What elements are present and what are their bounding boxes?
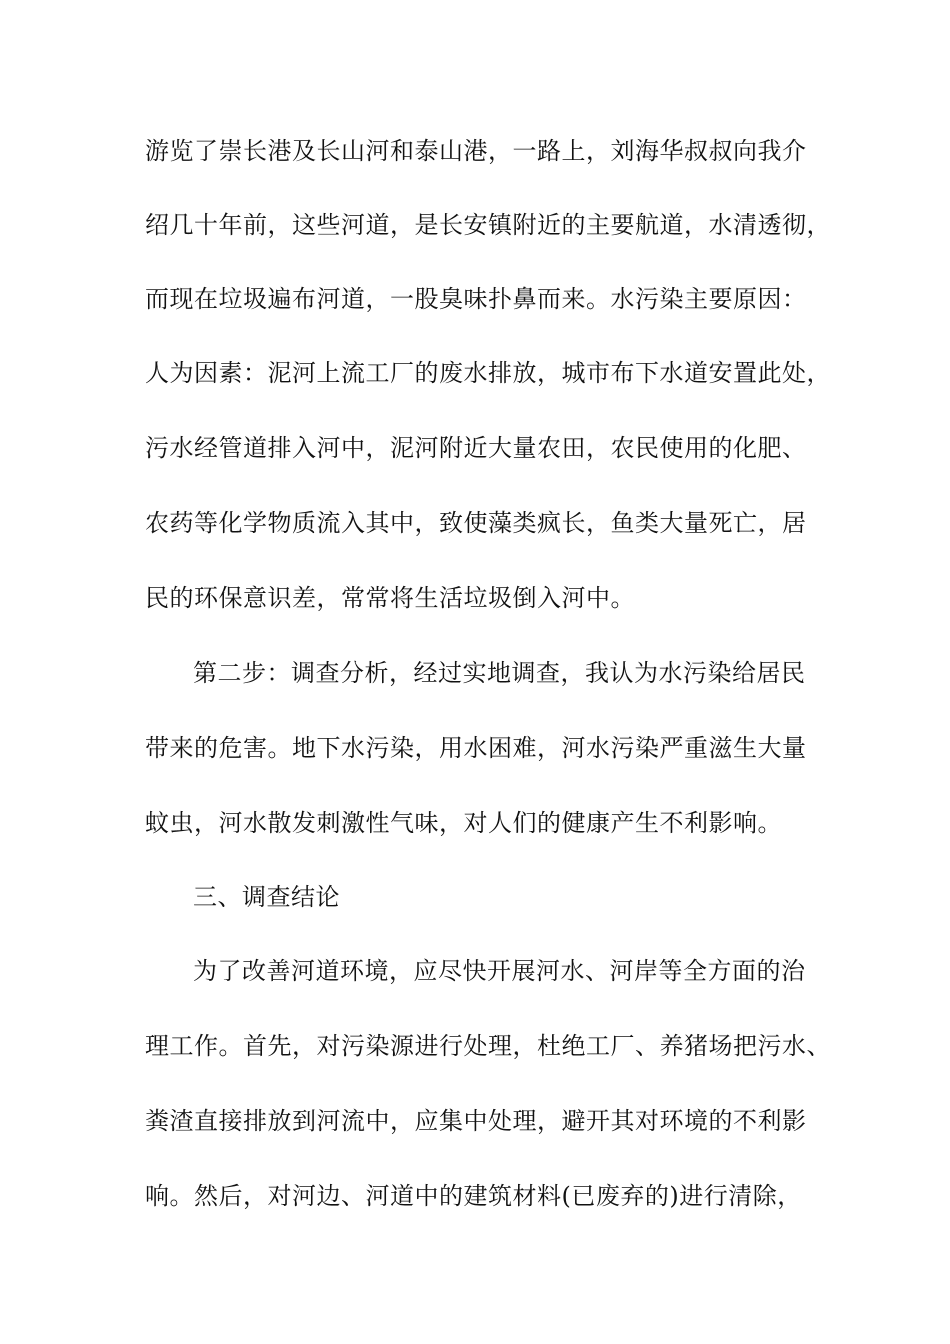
text-line: 粪渣直接排放到河流中，应集中处理，避开其对环境的不利影 (145, 1107, 807, 1135)
text-line: 蚊虫，河水散发刺激性气味，对人们的健康产生不利影响。 (145, 809, 782, 837)
text-line: 民的环保意识差，常常将生活垃圾倒入河中。 (145, 584, 635, 612)
text-line: 而现在垃圾遍布河道，一股臭味扑鼻而来。水污染主要原因： (145, 285, 807, 313)
text-line: 绍几十年前，这些河道，是长安镇附近的主要航道，水清透彻， (145, 211, 831, 239)
paragraph-start-line: 第二步：调查分析，经过实地调查，我认为水污染给居民 (193, 659, 806, 687)
section-heading: 三、调查结论 (193, 883, 340, 911)
text-line: 理工作。首先，对污染源进行处理，杜绝工厂、养猪场把污水、 (145, 1032, 831, 1060)
text-line: 带来的危害。地下水污染，用水困难，河水污染严重滋生大量 (145, 734, 807, 762)
text-line: 人为因素：泥河上流工厂的废水排放，城市布下水道安置此处， (145, 359, 831, 387)
paragraph-start-line: 为了改善河道环境，应尽快开展河水、河岸等全方面的治 (193, 957, 806, 985)
text-line: 响。然后，对河边、河道中的建筑材料(已废弃的)进行清除， (145, 1182, 802, 1210)
text-line: 游览了崇长港及长山河和泰山港，一路上，刘海华叔叔向我介 (145, 137, 807, 165)
text-line: 农药等化学物质流入其中，致使藻类疯长，鱼类大量死亡，居 (145, 509, 807, 537)
text-line: 污水经管道排入河中，泥河附近大量农田，农民使用的化肥、 (145, 434, 807, 462)
